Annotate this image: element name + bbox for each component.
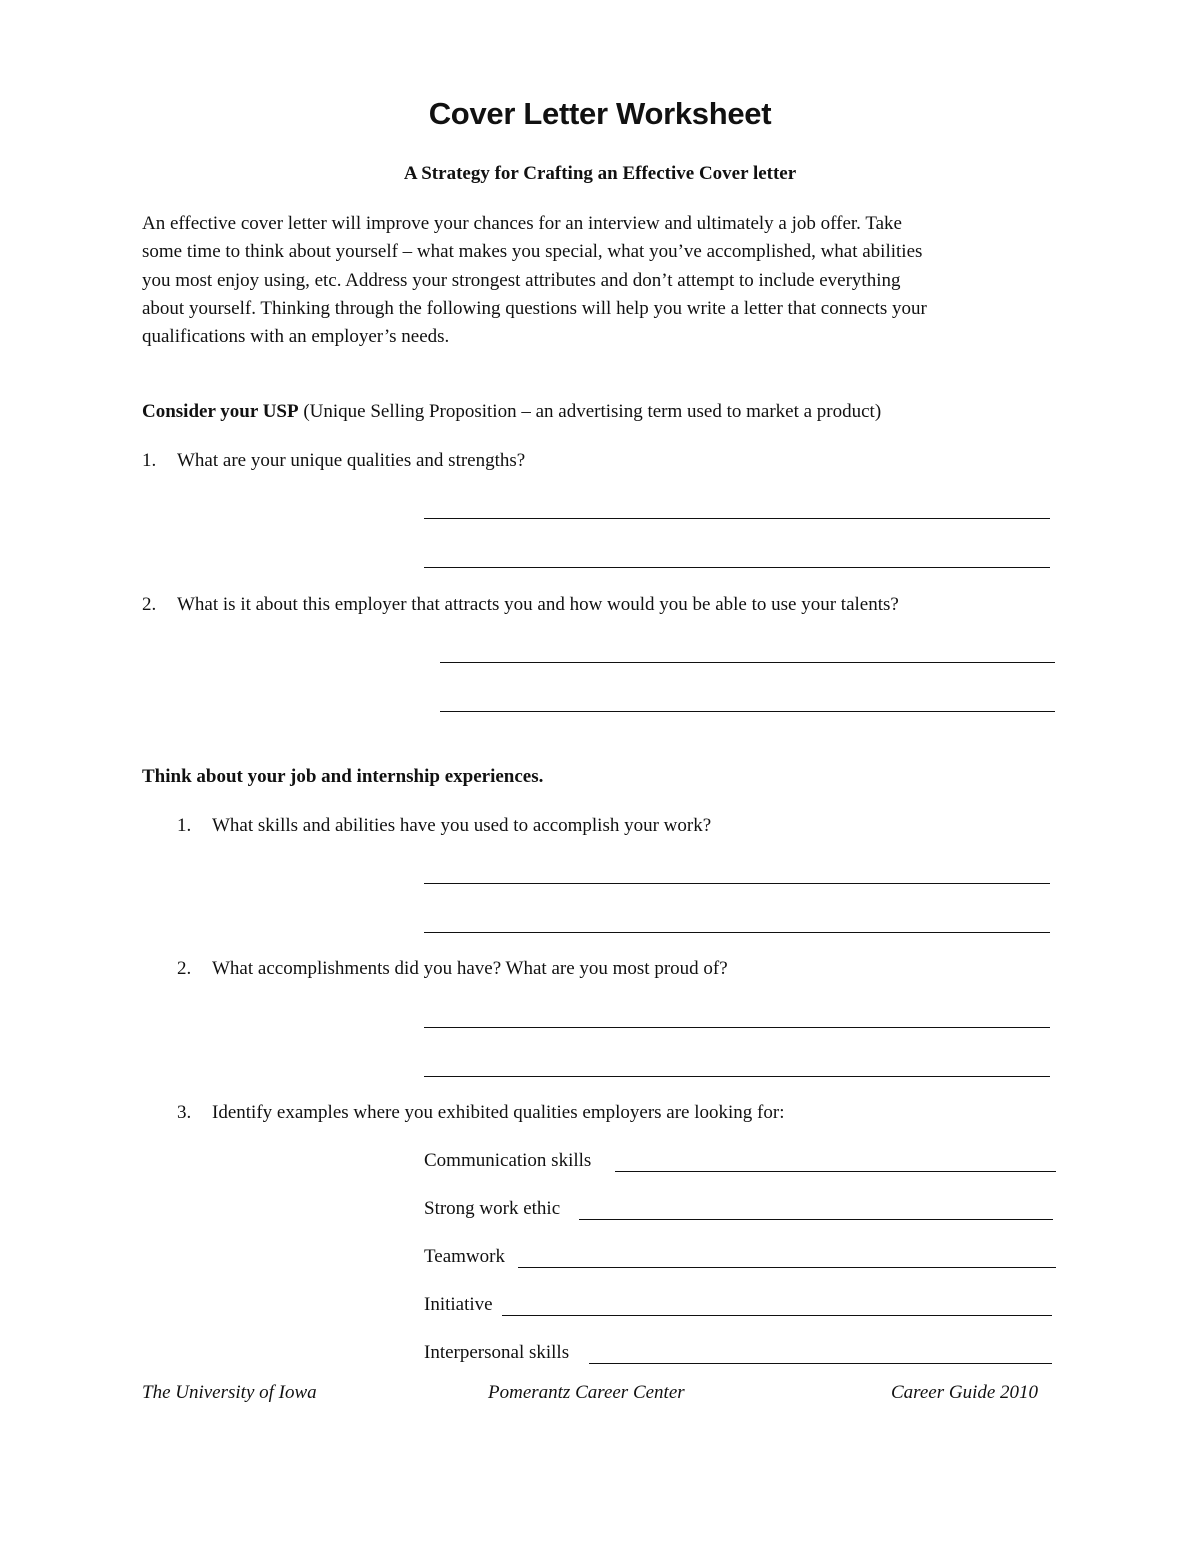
answer-line[interactable] <box>424 1076 1050 1077</box>
answer-line[interactable] <box>440 711 1055 712</box>
question-number: 2. <box>142 594 157 615</box>
question-text: What skills and abilities have you used to accomplish your work? <box>212 815 712 836</box>
intro-paragraph <box>142 210 1062 351</box>
question-text: Identify examples where you exhibited qualities employers are looking for: <box>212 1102 785 1123</box>
experience-question-1 <box>177 815 711 837</box>
answer-line[interactable] <box>579 1219 1053 1220</box>
question-text: What are your unique qualities and strengths? <box>177 450 526 471</box>
quality-label-teamwork: Teamwork <box>424 1246 505 1267</box>
intro-line: about yourself. Thinking through the following questions will help you write a letter that connects your <box>142 297 927 319</box>
answer-line[interactable] <box>440 662 1055 663</box>
usp-heading-rest: (Unique Selling Proposition – an advertising term used to market a product) <box>298 401 882 422</box>
answer-line[interactable] <box>615 1171 1056 1172</box>
quality-label-communication: Communication skills <box>424 1150 592 1171</box>
usp-question-1 <box>142 450 525 472</box>
page-subtitle: A Strategy for Crafting an Effective Cover letter <box>403 163 797 184</box>
question-text: What accomplishments did you have? What are you most proud of? <box>212 958 728 979</box>
usp-heading <box>142 401 881 423</box>
usp-question-2 <box>142 594 899 616</box>
experience-question-2 <box>177 958 728 980</box>
experience-question-3 <box>177 1102 784 1124</box>
footer-career-guide: Career Guide 2010 <box>891 1382 1039 1403</box>
question-number: 1. <box>142 450 157 471</box>
question-number: 3. <box>177 1102 192 1123</box>
question-number: 1. <box>177 815 192 836</box>
quality-label-initiative: Initiative <box>424 1294 493 1315</box>
quality-label-work-ethic: Strong work ethic <box>424 1198 561 1219</box>
intro-line: you most enjoy using, etc. Address your strongest attributes and don’t attempt to include everything <box>142 269 901 291</box>
answer-line[interactable] <box>424 567 1050 568</box>
answer-line[interactable] <box>424 883 1050 884</box>
answer-line[interactable] <box>424 518 1050 519</box>
footer-university: The University of Iowa <box>142 1382 317 1403</box>
page-title: Cover Letter Worksheet <box>428 96 772 131</box>
question-number: 2. <box>177 958 192 979</box>
usp-heading-bold: Consider your USP <box>142 401 299 422</box>
question-text: What is it about this employer that attracts you and how would you be able to use your talents? <box>177 594 899 615</box>
answer-line[interactable] <box>518 1267 1056 1268</box>
experience-heading: Think about your job and internship experiences. <box>142 766 544 787</box>
answer-line[interactable] <box>502 1315 1052 1316</box>
answer-line[interactable] <box>424 1027 1050 1028</box>
intro-line: some time to think about yourself – what makes you special, what you’ve accomplished, what abilities <box>142 241 923 263</box>
footer-career-center: Pomerantz Career Center <box>488 1382 685 1403</box>
answer-line[interactable] <box>424 932 1050 933</box>
intro-line: qualifications with an employer’s needs. <box>142 326 450 348</box>
answer-line[interactable] <box>589 1363 1052 1364</box>
intro-line: An effective cover letter will improve your chances for an interview and ultimately a job offer. Take <box>142 213 902 234</box>
quality-label-interpersonal: Interpersonal skills <box>424 1342 570 1363</box>
